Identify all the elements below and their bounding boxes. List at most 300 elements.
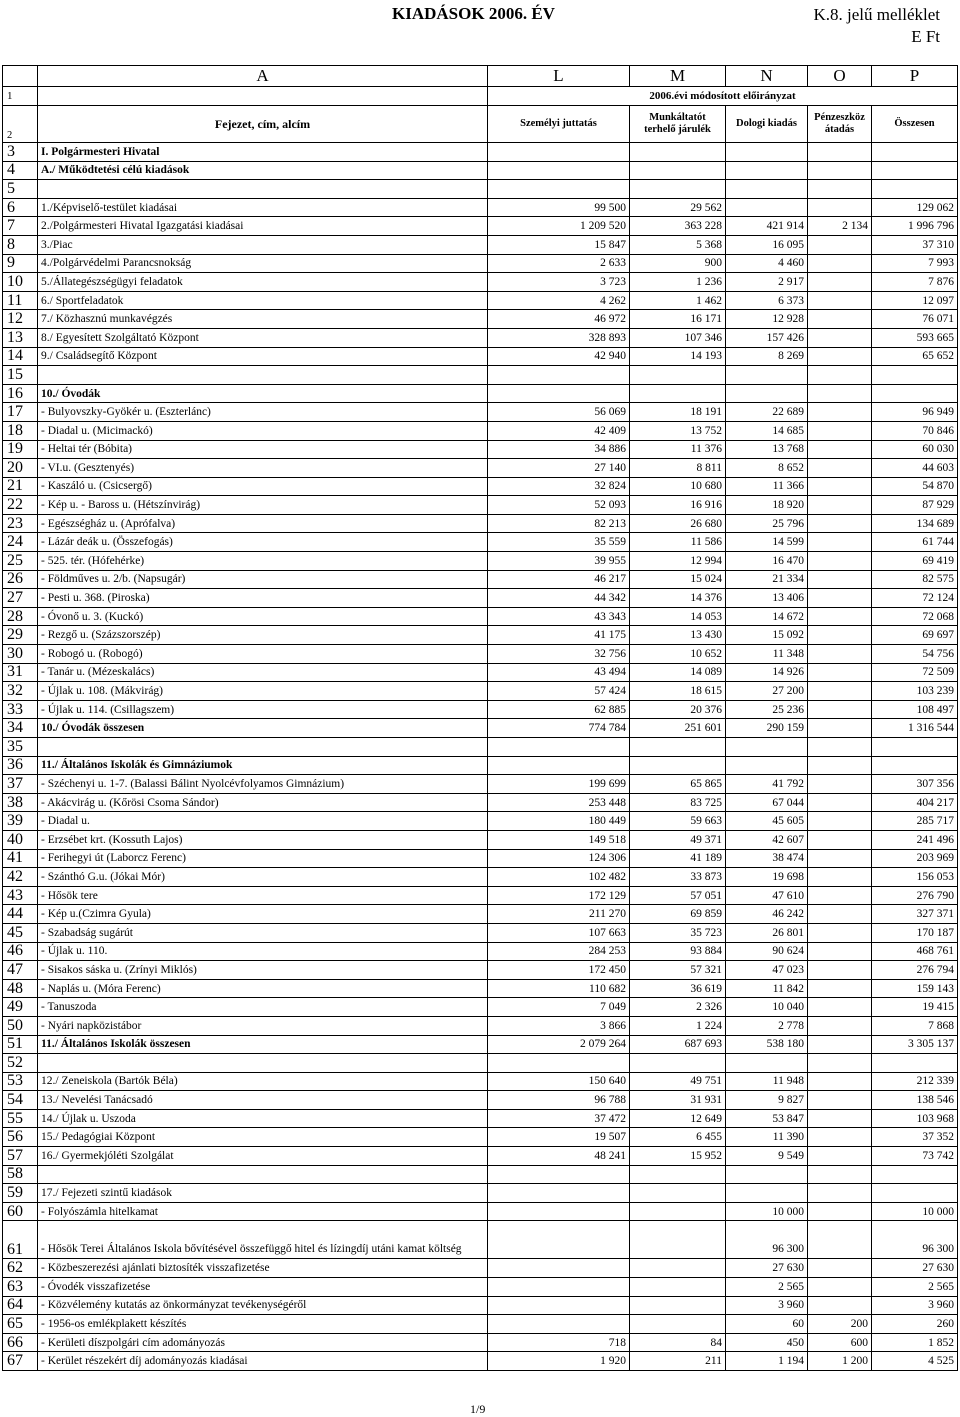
row-label: 7./ Közhasznú munkavégzés	[38, 310, 488, 329]
value-cell: 13 768	[726, 440, 808, 459]
value-cell	[872, 756, 958, 775]
row-label: - Széchenyi u. 1-7. (Balassi Bálint Nyolcévfolyamos Gimnázium)	[38, 775, 488, 794]
row-number: 65	[3, 1315, 38, 1334]
value-cell: 96 300	[872, 1221, 958, 1259]
table-row	[3, 366, 958, 385]
value-cell	[808, 496, 872, 515]
value-cell: 31 931	[630, 1091, 726, 1110]
value-cell: 107 346	[630, 328, 726, 347]
value-cell	[808, 1147, 872, 1166]
value-cell: 2 079 264	[488, 1035, 630, 1054]
table-row	[3, 979, 958, 998]
row-number: 6	[3, 198, 38, 217]
row-label: - Folyószámla hitelkamat	[38, 1202, 488, 1221]
value-cell: 47 610	[726, 886, 808, 905]
header-chapter: Fejezet, cím, alcím	[38, 106, 488, 143]
table-row	[3, 440, 958, 459]
value-cell: 72 124	[872, 589, 958, 608]
value-cell	[808, 942, 872, 961]
row-label: - Ferihegyi út (Laborcz Ferenc)	[38, 849, 488, 868]
table-row	[3, 607, 958, 626]
row-number: 22	[3, 496, 38, 515]
value-cell: 9 827	[726, 1091, 808, 1110]
row-label: - Újlak u. 114. (Csillagszem)	[38, 700, 488, 719]
value-cell	[488, 1259, 630, 1278]
value-cell	[726, 1165, 808, 1184]
row-number: 12	[3, 310, 38, 329]
value-cell	[630, 1259, 726, 1278]
value-cell	[808, 180, 872, 199]
value-cell	[872, 384, 958, 403]
empty-cell	[38, 87, 488, 106]
row-label	[38, 366, 488, 385]
value-cell: 12 649	[630, 1109, 726, 1128]
value-cell: 13 406	[726, 589, 808, 608]
header-total: Összesen	[872, 106, 958, 143]
row-number: 28	[3, 607, 38, 626]
value-cell: 10 680	[630, 477, 726, 496]
table-row	[3, 1296, 958, 1315]
value-cell: 54 756	[872, 645, 958, 664]
value-cell	[808, 719, 872, 738]
row-number: 52	[3, 1054, 38, 1073]
value-cell	[872, 1184, 958, 1203]
value-cell: 14 376	[630, 589, 726, 608]
value-cell: 593 665	[872, 328, 958, 347]
value-cell	[726, 366, 808, 385]
value-cell: 49 751	[630, 1072, 726, 1091]
value-cell	[808, 273, 872, 292]
value-cell	[488, 1202, 630, 1221]
value-cell: 99 500	[488, 198, 630, 217]
value-cell: 35 559	[488, 533, 630, 552]
value-cell: 468 761	[872, 942, 958, 961]
table-row	[3, 700, 958, 719]
row-label: - Óvonő u. 3. (Kuckó)	[38, 607, 488, 626]
value-cell: 284 253	[488, 942, 630, 961]
row-label: - Akácvirág u. (Kőrösi Csoma Sándor)	[38, 793, 488, 812]
value-cell: 96 300	[726, 1221, 808, 1259]
table-row	[3, 682, 958, 701]
value-cell: 41 189	[630, 849, 726, 868]
value-cell: 42 607	[726, 830, 808, 849]
value-cell: 1 852	[872, 1333, 958, 1352]
value-cell: 11 842	[726, 979, 808, 998]
table-row	[3, 1147, 958, 1166]
value-cell: 96 949	[872, 403, 958, 422]
value-cell: 25 236	[726, 700, 808, 719]
column-letter	[3, 66, 38, 87]
table-row	[3, 254, 958, 273]
row-number: 34	[3, 719, 38, 738]
value-cell: 87 929	[872, 496, 958, 515]
value-cell: 57 321	[630, 961, 726, 980]
value-cell: 83 725	[630, 793, 726, 812]
value-cell: 1 194	[726, 1352, 808, 1371]
value-cell	[808, 328, 872, 347]
value-cell: 10 000	[726, 1202, 808, 1221]
value-cell	[808, 235, 872, 254]
value-cell: 7 049	[488, 998, 630, 1017]
value-cell: 307 356	[872, 775, 958, 794]
value-cell: 33 873	[630, 868, 726, 887]
row-label: 12./ Zeneiskola (Bartók Béla)	[38, 1072, 488, 1091]
value-cell	[726, 756, 808, 775]
row-number: 8	[3, 235, 38, 254]
value-cell: 2 917	[726, 273, 808, 292]
value-cell: 8 652	[726, 459, 808, 478]
value-cell: 6 455	[630, 1128, 726, 1147]
value-cell: 61 744	[872, 533, 958, 552]
value-cell: 276 790	[872, 886, 958, 905]
value-cell	[872, 1054, 958, 1073]
value-cell	[630, 143, 726, 162]
value-cell	[808, 198, 872, 217]
value-cell: 57 051	[630, 886, 726, 905]
row-number: 50	[3, 1016, 38, 1035]
value-cell	[808, 1016, 872, 1035]
value-cell: 12 994	[630, 552, 726, 571]
row-label: 11./ Általános Iskolák és Gimnáziumok	[38, 756, 488, 775]
value-cell	[872, 366, 958, 385]
value-cell: 2 565	[726, 1278, 808, 1297]
row-number: 51	[3, 1035, 38, 1054]
value-cell: 82 575	[872, 570, 958, 589]
row-number: 14	[3, 347, 38, 366]
value-cell: 7 868	[872, 1016, 958, 1035]
value-cell: 900	[630, 254, 726, 273]
value-cell	[808, 143, 872, 162]
row-label: - Tanuszoda	[38, 998, 488, 1017]
value-cell	[630, 1221, 726, 1259]
table-row	[3, 886, 958, 905]
value-cell: 241 496	[872, 830, 958, 849]
value-cell	[808, 998, 872, 1017]
value-cell: 60 030	[872, 440, 958, 459]
group-header: 2006.évi módosított előirányzat	[488, 87, 958, 106]
value-cell	[808, 663, 872, 682]
table-row	[3, 459, 958, 478]
row-number: 18	[3, 421, 38, 440]
value-cell: 159 143	[872, 979, 958, 998]
value-cell: 774 784	[488, 719, 630, 738]
row-number: 11	[3, 291, 38, 310]
value-cell: 14 685	[726, 421, 808, 440]
value-cell	[872, 180, 958, 199]
value-cell	[726, 180, 808, 199]
row-label: - Sisakos sáska u. (Zrínyi Miklós)	[38, 961, 488, 980]
row-label: - Kerületi díszpolgári cím adományozás	[38, 1333, 488, 1352]
row-label: - Újlak u. 108. (Mákvirág)	[38, 682, 488, 701]
value-cell: 11 948	[726, 1072, 808, 1091]
value-cell: 34 886	[488, 440, 630, 459]
table-row	[3, 1315, 958, 1334]
row-number: 17	[3, 403, 38, 422]
row-number: 62	[3, 1259, 38, 1278]
value-cell	[630, 180, 726, 199]
table-row	[3, 1109, 958, 1128]
value-cell: 7 876	[872, 273, 958, 292]
value-cell: 52 093	[488, 496, 630, 515]
header-personal: Személyi juttatás	[488, 106, 630, 143]
value-cell: 172 129	[488, 886, 630, 905]
value-cell: 19 698	[726, 868, 808, 887]
row-number: 61	[3, 1221, 38, 1259]
value-cell: 72 068	[872, 607, 958, 626]
table-row	[3, 328, 958, 347]
table-row	[3, 161, 958, 180]
value-cell: 10 652	[630, 645, 726, 664]
value-cell: 41 175	[488, 626, 630, 645]
table-row	[3, 849, 958, 868]
row-label: - Naplás u. (Móra Ferenc)	[38, 979, 488, 998]
value-cell: 687 693	[630, 1035, 726, 1054]
row-label: 10./ Óvodák összesen	[38, 719, 488, 738]
value-cell	[726, 143, 808, 162]
value-cell	[630, 1296, 726, 1315]
value-cell	[808, 514, 872, 533]
value-cell	[808, 923, 872, 942]
value-cell	[808, 291, 872, 310]
row-label: 8./ Egyesített Szolgáltató Központ	[38, 328, 488, 347]
value-cell: 18 191	[630, 403, 726, 422]
table-row	[3, 738, 958, 757]
row-label	[38, 1165, 488, 1184]
header-right	[813, 4, 940, 48]
table-row	[3, 1054, 958, 1073]
value-cell: 4 262	[488, 291, 630, 310]
row-number: 66	[3, 1333, 38, 1352]
table-row	[3, 198, 958, 217]
row-label: - Tanár u. (Mézeskalács)	[38, 663, 488, 682]
value-cell: 27 140	[488, 459, 630, 478]
value-cell	[808, 868, 872, 887]
value-cell: 404 217	[872, 793, 958, 812]
value-cell: 27 200	[726, 682, 808, 701]
column-letter: N	[726, 66, 808, 87]
row-label: - Kép u.(Czimra Gyula)	[38, 905, 488, 924]
header-transfer: Pénzeszköz átadás	[808, 106, 872, 143]
value-cell: 285 717	[872, 812, 958, 831]
row-label: - Kaszáló u. (Csicsergő)	[38, 477, 488, 496]
value-cell: 12 928	[726, 310, 808, 329]
row-number: 49	[3, 998, 38, 1017]
row-label: - Pesti u. 368. (Piroska)	[38, 589, 488, 608]
value-cell: 103 968	[872, 1109, 958, 1128]
table-row	[3, 905, 958, 924]
value-cell: 14 053	[630, 607, 726, 626]
value-cell: 8 269	[726, 347, 808, 366]
value-cell	[726, 1054, 808, 1073]
value-cell: 42 409	[488, 421, 630, 440]
row-number: 26	[3, 570, 38, 589]
table-row	[3, 830, 958, 849]
value-cell: 43 343	[488, 607, 630, 626]
table-row	[3, 645, 958, 664]
row-label: - Erzsébet krt. (Kossuth Lajos)	[38, 830, 488, 849]
value-cell: 2 134	[808, 217, 872, 236]
value-cell	[630, 1202, 726, 1221]
value-cell	[808, 552, 872, 571]
row-label: - Közvélemény kutatás az önkormányzat tevékenységéről	[38, 1296, 488, 1315]
value-cell	[488, 1165, 630, 1184]
row-number: 3	[3, 143, 38, 162]
value-cell	[808, 849, 872, 868]
value-cell	[808, 366, 872, 385]
value-cell	[630, 1165, 726, 1184]
table-row	[3, 570, 958, 589]
value-cell: 35 723	[630, 923, 726, 942]
row-number: 63	[3, 1278, 38, 1297]
value-cell: 27 630	[726, 1259, 808, 1278]
value-cell: 124 306	[488, 849, 630, 868]
value-cell	[630, 1315, 726, 1334]
row-number: 41	[3, 849, 38, 868]
value-cell: 65 865	[630, 775, 726, 794]
row-label: - Diadal u.	[38, 812, 488, 831]
value-cell: 47 023	[726, 961, 808, 980]
value-cell	[808, 738, 872, 757]
value-cell: 12 097	[872, 291, 958, 310]
value-cell: 1 200	[808, 1352, 872, 1371]
table-body	[3, 66, 958, 1371]
table-row	[3, 291, 958, 310]
column-letter: L	[488, 66, 630, 87]
value-cell: 37 472	[488, 1109, 630, 1128]
row-number: 46	[3, 942, 38, 961]
value-cell: 82 213	[488, 514, 630, 533]
value-cell	[808, 384, 872, 403]
row-number: 20	[3, 459, 38, 478]
row-label: - Nyári napközistábor	[38, 1016, 488, 1035]
value-cell	[872, 738, 958, 757]
value-cell: 84	[630, 1333, 726, 1352]
table-row	[3, 235, 958, 254]
value-cell	[872, 143, 958, 162]
value-cell: 37 352	[872, 1128, 958, 1147]
value-cell: 26 680	[630, 514, 726, 533]
table-row	[3, 775, 958, 794]
row-label: 10./ Óvodák	[38, 384, 488, 403]
row-number: 40	[3, 830, 38, 849]
value-cell	[808, 421, 872, 440]
header-row-2	[3, 106, 958, 143]
value-cell	[808, 607, 872, 626]
row-number: 37	[3, 775, 38, 794]
row-number: 35	[3, 738, 38, 757]
value-cell	[726, 384, 808, 403]
value-cell: 253 448	[488, 793, 630, 812]
value-cell	[808, 589, 872, 608]
table-row	[3, 403, 958, 422]
value-cell: 450	[726, 1333, 808, 1352]
header-contribution: Munkáltatót terhelő járulék	[630, 106, 726, 143]
value-cell	[808, 1259, 872, 1278]
value-cell: 11 348	[726, 645, 808, 664]
row-label: - Szánthó G.u. (Jókai Mór)	[38, 868, 488, 887]
value-cell	[488, 738, 630, 757]
value-cell: 328 893	[488, 328, 630, 347]
value-cell	[630, 384, 726, 403]
value-cell: 16 916	[630, 496, 726, 515]
value-cell: 11 366	[726, 477, 808, 496]
table-row	[3, 310, 958, 329]
value-cell	[808, 793, 872, 812]
value-cell: 138 546	[872, 1091, 958, 1110]
row-number: 57	[3, 1147, 38, 1166]
value-cell: 6 373	[726, 291, 808, 310]
value-cell: 70 846	[872, 421, 958, 440]
table-row	[3, 552, 958, 571]
value-cell	[808, 533, 872, 552]
value-cell	[808, 1109, 872, 1128]
row-number: 36	[3, 756, 38, 775]
row-number: 48	[3, 979, 38, 998]
value-cell	[808, 570, 872, 589]
value-cell: 10 040	[726, 998, 808, 1017]
value-cell: 37 310	[872, 235, 958, 254]
row-label: 3./Piac	[38, 235, 488, 254]
value-cell: 46 217	[488, 570, 630, 589]
row-label: - Diadal u. (Micimackó)	[38, 421, 488, 440]
value-cell	[488, 143, 630, 162]
value-cell: 363 228	[630, 217, 726, 236]
value-cell: 16 095	[726, 235, 808, 254]
value-cell: 72 509	[872, 663, 958, 682]
value-cell	[872, 1165, 958, 1184]
value-cell: 149 518	[488, 830, 630, 849]
row-number: 44	[3, 905, 38, 924]
value-cell	[808, 645, 872, 664]
row-label: - Közbeszerezési ajánlati biztosíték visszafizetése	[38, 1259, 488, 1278]
value-cell	[808, 254, 872, 273]
row-label: - Szabadság sugárút	[38, 923, 488, 942]
value-cell: 13 752	[630, 421, 726, 440]
value-cell	[808, 886, 872, 905]
value-cell: 3 960	[872, 1296, 958, 1315]
unit-label: E Ft	[911, 27, 940, 46]
value-cell	[808, 626, 872, 645]
table-row	[3, 384, 958, 403]
value-cell: 48 241	[488, 1147, 630, 1166]
value-cell: 69 697	[872, 626, 958, 645]
value-cell: 44 603	[872, 459, 958, 478]
value-cell: 421 914	[726, 217, 808, 236]
row-label: 2./Polgármesteri Hivatal Igazgatási kiadásai	[38, 217, 488, 236]
value-cell: 39 955	[488, 552, 630, 571]
column-letter-row	[3, 66, 958, 87]
value-cell: 11 376	[630, 440, 726, 459]
row-label: - Kerület részekért díj adományozás kiadásai	[38, 1352, 488, 1371]
value-cell: 29 562	[630, 198, 726, 217]
value-cell: 211 270	[488, 905, 630, 924]
row-label: 14./ Újlak u. Uszoda	[38, 1109, 488, 1128]
value-cell: 1 920	[488, 1352, 630, 1371]
value-cell: 32 756	[488, 645, 630, 664]
value-cell	[488, 1315, 630, 1334]
table-row	[3, 1128, 958, 1147]
value-cell: 38 474	[726, 849, 808, 868]
value-cell: 41 792	[726, 775, 808, 794]
value-cell: 327 371	[872, 905, 958, 924]
value-cell: 45 605	[726, 812, 808, 831]
row-number: 29	[3, 626, 38, 645]
row-number: 42	[3, 868, 38, 887]
value-cell	[726, 161, 808, 180]
value-cell	[630, 756, 726, 775]
value-cell	[808, 347, 872, 366]
row-label: 13./ Nevelési Tanácsadó	[38, 1091, 488, 1110]
